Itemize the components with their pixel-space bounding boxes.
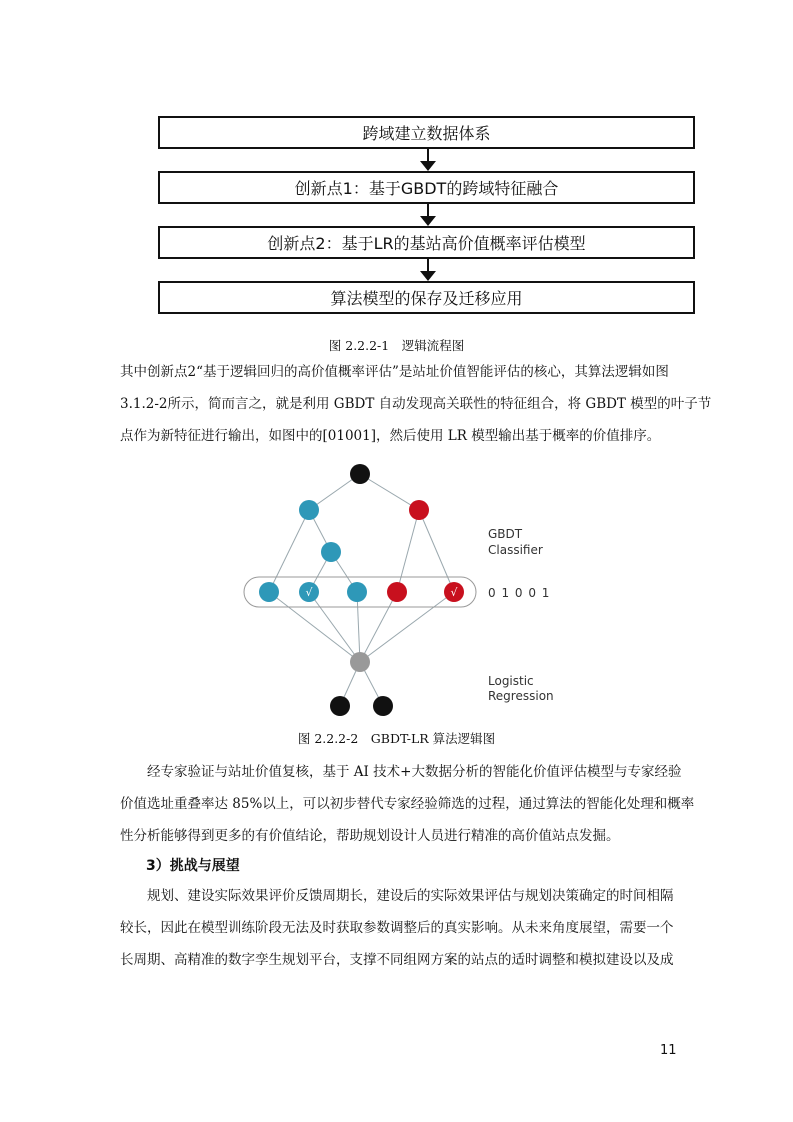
leaf-node-2-check: √ (305, 586, 313, 599)
challenge-paragraph (120, 880, 680, 976)
output-node-right (373, 696, 393, 716)
gbdt-label-line1: GBDT (488, 527, 523, 541)
page-number: 11 (660, 1043, 677, 1058)
flow-step-2-label: 创新点1：基于GBDT的跨域特征融合 (294, 179, 559, 198)
leaf-node-4 (387, 582, 407, 602)
result-paragraph (120, 756, 695, 852)
lr-label-line2: Regression (488, 689, 554, 703)
intro-line-1: 其中创新点2“基于逻辑回归的高价值概率评估”是站址价值智能评估的核心，其算法逻辑如图 (120, 364, 669, 380)
output-node-left (330, 696, 350, 716)
result-line-1: 经专家验证与站址价值复核，基于 AI 技术+大数据分析的智能化价值评估模型与专家经验 (147, 764, 682, 780)
diagram-caption: 图 2.2.2-2 GBDT-LR 算法逻辑图 (297, 731, 496, 746)
flow-step-1-label: 跨域建立数据体系 (362, 124, 491, 143)
leaf-node-5-check: √ (450, 586, 458, 599)
section-heading: 3）挑战与展望 (146, 858, 240, 874)
lr-node (350, 652, 370, 672)
root-node (350, 464, 370, 484)
result-line-3: 性分析能够得到更多的有价值结论，帮助规划设计人员进行精准的高价值站点发掘。 (120, 828, 620, 844)
leaf-node-3 (347, 582, 367, 602)
intro-line-3: 点作为新特征进行输出，如图中的[01001]，然后使用 LR 模型输出基于概率的价值排序。 (120, 428, 661, 444)
lr-label-line1: Logistic (488, 674, 534, 688)
gbdt-label-line2: Classifier (488, 543, 543, 557)
tree1-left-node (299, 500, 319, 520)
challenge-line-3: 长周期、高精准的数字孪生规划平台，支撑不同组网方案的站点的适时调整和模拟建设以及成 (120, 952, 674, 968)
challenge-line-2: 较长，因此在模型训练阶段无法及时获取参数调整后的真实影响。从未来角度展望，需要一个 (120, 920, 674, 936)
leaf-node-1 (259, 582, 279, 602)
flow-step-4-label: 算法模型的保存及迁移应用 (330, 289, 523, 308)
tree2-node (409, 500, 429, 520)
leaf-code-label: 0 1 0 0 1 (488, 586, 551, 600)
tree1-mid-node (321, 542, 341, 562)
result-line-2: 价值选址重叠率达 85%以上，可以初步替代专家经验筛选的过程，通过算法的智能化处理和概率 (120, 796, 695, 812)
flowchart-caption: 图 2.2.2-1 逻辑流程图 (328, 338, 465, 353)
challenge-line-1: 规划、建设实际效果评价反馈周期长，建设后的实际效果评估与规划决策确定的时间相隔 (147, 888, 674, 904)
flow-step-3-label: 创新点2：基于LR的基站高价值概率评估模型 (267, 234, 586, 253)
intro-line-2: 3.1.2-2所示，简而言之，就是利用 GBDT 自动发现高关联性的特征组合，将 GBDT 模型的叶子节 (120, 396, 712, 412)
